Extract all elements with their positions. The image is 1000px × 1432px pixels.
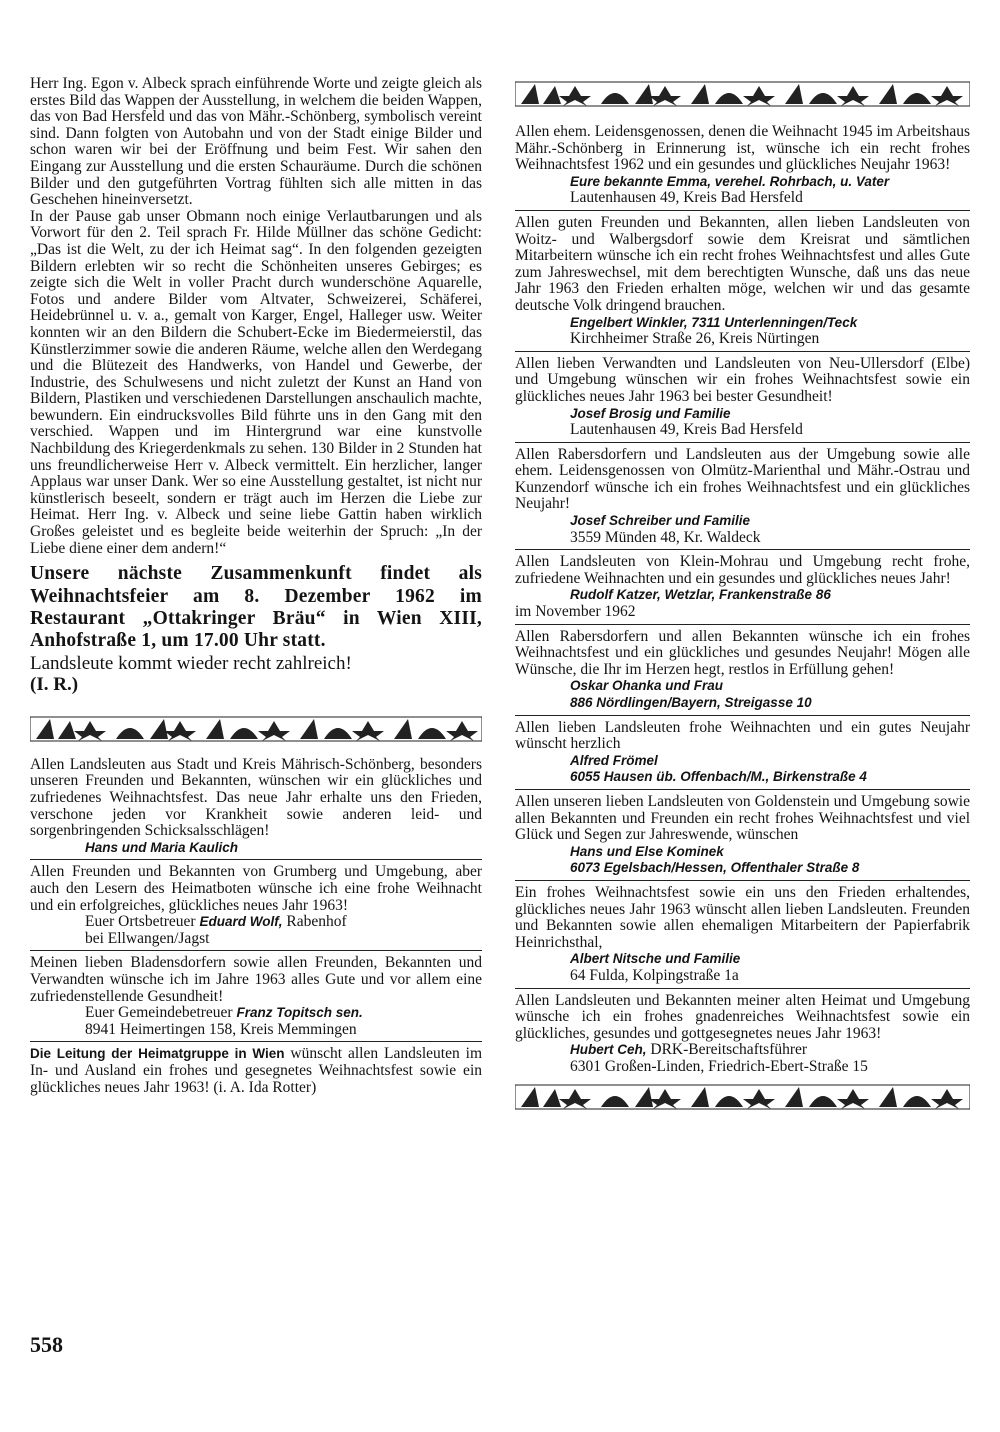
- signature-suffix: DRK-Bereitschaftsführer: [646, 1041, 808, 1059]
- signature: Hans und Else Kominek: [570, 843, 724, 859]
- divider: [515, 210, 970, 211]
- signature-address: 6073 Egelsbach/Hessen, Offenthaler Straße 8: [570, 860, 860, 876]
- signature: Josef Schreiber und Familie: [570, 513, 751, 529]
- divider: [30, 859, 482, 860]
- signature-date: im November 1962: [515, 603, 636, 621]
- signature-address: Lautenhausen 49, Kreis Bad Hersfeld: [570, 421, 803, 439]
- signature: Oskar Ohanka und Frau: [570, 678, 724, 694]
- signature: Albert Nitsche und Familie: [570, 951, 741, 967]
- signature-address: 64 Fulda, Kolpingstraße 1a: [570, 966, 739, 984]
- greeting-text: Allen Rabersdorfern und Landsleuten aus der Umgebung sowie alle ehem. Leidensgenossen von Olmütz-Marienthal und Mähr.-Ostrau und Kunzendorf wünsche ich ein frohes Weihnachtsfest und ein glückliches Neujahr!: [515, 445, 970, 513]
- christmas-ornament-border-top: [515, 80, 970, 110]
- greeting-schreiber: [515, 447, 970, 547]
- left-column: [30, 76, 482, 1096]
- greeting-text: Allen Freunden und Bekannten von Grumberg und Umgebung, aber auch den Lesern des Heimatboten wünsche ich eine frohe Weihnacht und ein erfolgreiches, glückliches neues Jahr 1963!: [30, 863, 482, 914]
- greeting-nitsche: [515, 885, 970, 985]
- greeting-text: Allen lieben Landsleuten frohe Weihnachten und ein gutes Neujahr wünscht herzlich: [515, 718, 970, 753]
- signature-address: 8941 Heimertingen 158, Kreis Memmingen: [85, 1020, 357, 1038]
- greeting-text: Allen unseren lieben Landsleuten von Goldenstein und Umgebung sowie allen Bekannten und Freunden ein recht frohes Weihnachtsfest und viel Glück und Segen zur Jahreswende, wünschen: [515, 792, 970, 844]
- signature-address: Lautenhausen 49, Kreis Bad Hersfeld: [570, 189, 803, 207]
- greeting-text: Allen guten Freunden und Bekannten, allen lieben Landsleuten von Woitz- und Walbergsdorf sowie dem Kreisrat und sämtlichen Mitarbeitern wünsche ich ein recht frohes Weihnachtsfest und alles Gute zum Jahreswechsel, mit dem berechtigten Wunsche, daß uns das neue Jahr 1963 den Frieden erhalten möge, welchen wir und das gesamte deutsche Volk dringend brauchen.: [515, 213, 970, 314]
- signature-address: 6055 Hausen üb. Offenbach/M., Birkenstraße 4: [570, 769, 867, 785]
- exhibition-report-paragraph: In der Pause gab unser Obmann noch einige Verlautbarungen und als Vorwort für den 2. Teil sprach Fr. Hilde Müllner das schöne Gedicht: „Das ist die Welt, zu der ich Heimat sag“. In den folgenden gezeigten Bildern erlebten wir so recht die Schönheiten unseres Gebirges; es zeigte sich die Welt in voller Pracht durch wunderschöne Aquarelle, Fotos und andere Bilder vom Altvater, Schweizerei, Schäferei, Heidebrünnel u. v. a., gemalt von Karger, Engel, Halleger usw. Weiter konnten wir an den Bildern die Schubert-Ecke im Biedermeierstil, das Künstlerzimmer sowie die anderen Räume, welche allen den Werdegang und die Blütezeit des Handwerks, von Handel und Gewerbe, der Industrie, des Schulwesens und nicht zuletzt der Kunst an Hand von Bildern, Plastiken und verschiedenen Darstellungen anschaulich machte, bewundern. Ein eindrucksvolles Bild führte uns in den Gang mit den verschied. Wappen und im Hintergrund war eine kunstvolle Nachbildung des Kriegerdenkmals zu sehen. 130 Bilder in 2 Stunden hat uns freundlicherweise Herr v. Albeck vermittelt. Ein herzlicher, langer Applaus war unser Dank. Wer so eine Ausstellung gestaltet, ist nicht nur künstlerisch beseelt, sondern er trägt auch im Herzen die Liebe zur Heimat. Herr Ing. v. Albeck und seine liebe Gattin haben wirklich Großes geleistet und es begleite beide weiterhin der Spruch: „In der Liebe diene einer dem andern!“: [30, 207, 482, 557]
- divider: [515, 715, 970, 716]
- greeting-ohanka: [515, 629, 970, 712]
- divider: [515, 624, 970, 625]
- divider: [515, 351, 970, 352]
- ornament-graphic: [515, 80, 970, 108]
- greeting-text: Allen Landsleuten aus Stadt und Kreis Mährisch-Schönberg, besonders unseren Freunden und Bekannten, wünschen wir ein glückliches und zufriedenes Weihnachtsfest. Das neue Jahr erhalte uns den Frieden, verschone jeden vor Krankheit sowie anderen leid- und sorgenbringenden Schicksalsschlägen!: [30, 755, 482, 840]
- announcement-tail: Landsleute kommt wieder recht zahlreich!: [30, 652, 352, 674]
- greeting-kominek: [515, 794, 970, 877]
- divider: [515, 880, 970, 881]
- greeting-text: Meinen lieben Bladensdorfern sowie allen Freunden, Bekannten und Verwandten wünsche ich im Jahre 1963 alles Gute und vor allem eine zufriedenstellende Gesundheit!: [30, 954, 482, 1005]
- signature-suffix: Rabenhof: [282, 913, 347, 931]
- ornament-graphic: [515, 1083, 970, 1111]
- greeting-winkler: [515, 215, 970, 348]
- greeting-wolf: [30, 864, 482, 947]
- signature: Hubert Ceh,: [570, 1042, 647, 1058]
- greeting-lead: Die Leitung der Heimatgruppe in Wien: [30, 1046, 285, 1062]
- greeting-text: Ein frohes Weihnachtsfest sowie ein uns den Frieden erhaltendes, glückliches neues Jahr 1963 wünscht allen lieben Landsleuten. Freunden und Bekannten sowie allen ehemaligen Mitarbeitern der Papierfabrik Heinrichsthal,: [515, 883, 970, 951]
- signature: Josef Brosig und Familie: [570, 405, 731, 421]
- page-number: 558: [30, 1332, 63, 1357]
- christmas-ornament-border: [30, 715, 482, 745]
- greeting-text: Allen Rabersdorfern und allen Bekannten wünsche ich ein frohes Weihnachtsfest und ein glückliches und gesundes Neujahr! Mögen alle Wünsche, die Ihr im Herzen hegt, restlos in Erfüllung gehen!: [515, 627, 970, 678]
- intro-paragraph: Herr Ing. Egon v. Albeck sprach einführende Worte und zeigte gleich als erstes Bild das Wappen der Ausstellung, in welchem die beiden Wappen, das von Bad Hersfeld und das von Mähr.-Schönberg, symbolisch vereint sind. Dann folgten von Autobahn und von der Stadt einige Bilder und schon waren wir bei der Eröffnung und beim Fest. Wir sahen den Eingang zur Ausstellung und die ersten Schauräume. Durch die schönen Bilder und den gutgeführten Vortrag fühlten sich alle mitten in das Geschehen hineinversetzt.: [30, 75, 482, 209]
- meeting-announcement: Unsere nächste Zusammenkunft findet als Weihnachtsfeier am 8. Dezember 1962 im Restaurant „Ottakringer Bräu“ in Wien XIII, Anhofstraße 1, um 17.00 Uhr statt.: [30, 563, 482, 652]
- signature: Engelbert Winkler, 7311 Unterlenningen/Teck: [570, 314, 858, 330]
- divider: [30, 1041, 482, 1042]
- signature: Eure bekannte Emma, verehel. Rohrbach, u. Vater: [570, 173, 890, 189]
- greeting-text: Allen Landsleuten von Klein-Mohrau und Umgebung recht frohe, zufriedene Weihnachten und ein gesundes und glückliches neues Jahr!: [515, 553, 970, 587]
- greeting-rohrbach: [515, 124, 970, 207]
- signature-address: 3559 Münden 48, Kr. Waldeck: [570, 528, 761, 546]
- author-initials: (I. R.): [30, 673, 79, 695]
- signature: Eduard Wolf,: [199, 914, 283, 930]
- christmas-ornament-border-bottom: [515, 1083, 970, 1113]
- greeting-topitsch: [30, 955, 482, 1038]
- signature: Alfred Frömel: [570, 752, 658, 768]
- greeting-ceh: [515, 993, 970, 1076]
- greeting-kaulich: [30, 757, 482, 857]
- signature-prefix: Euer Gemeindebetreuer: [85, 1004, 237, 1022]
- divider: [515, 442, 970, 443]
- signature: Rudolf Katzer, Wetzlar, Frankenstraße 86: [570, 587, 831, 603]
- signature-address: Kirchheimer Straße 26, Kreis Nürtingen: [570, 330, 820, 348]
- signature-address: 6301 Großen-Linden, Friedrich-Ebert-Straße 15: [570, 1057, 868, 1075]
- greeting-katzer: [515, 554, 970, 620]
- divider: [515, 549, 970, 550]
- greeting-text: Allen lieben Verwandten und Landsleuten von Neu-Ullersdorf (Elbe) und Umgebung wünschen wir ein frohes Weihnachtsfest sowie ein glückliches neues Jahr 1963 bei bester Gesundheit!: [515, 354, 970, 405]
- greeting-text: wünscht allen Landsleuten im In- und Ausland ein frohes und gesegnetes Weihnachtsfest sowie ein glückliches neues Jahr 1963! (i. A. Ida Rotter): [30, 1045, 482, 1096]
- signature: Franz Topitsch sen.: [236, 1005, 363, 1021]
- greeting-brosig: [515, 356, 970, 439]
- signature-address: 886 Nördlingen/Bayern, Streigasse 10: [570, 695, 812, 710]
- divider: [515, 988, 970, 989]
- signature: Hans und Maria Kaulich: [85, 839, 239, 855]
- greeting-text: Allen Landsleuten und Bekannten meiner alten Heimat und Umgebung wünsche ich ein frohes gnadenreiches Weihnachtsfest sowie ein glückliches, gesundes und gottgesegnetes neues Jahr 1963!: [515, 991, 970, 1042]
- right-column: [515, 76, 970, 1113]
- greeting-text: Allen ehem. Leidensgenossen, denen die Weihnacht 1945 im Arbeitshaus Mähr.-Schönberg in Erinnerung ist, wünsche ich ein recht frohes Weihnachtsfest 1962 und ein gesundes und glückliches Neujahr 1963!: [515, 123, 970, 174]
- divider: [515, 789, 970, 790]
- signature-address: bei Ellwangen/Jagst: [85, 929, 210, 947]
- signature-prefix: Euer Ortsbetreuer: [85, 913, 200, 931]
- greeting-heimatgruppe-wien: [30, 1046, 482, 1096]
- divider: [30, 950, 482, 951]
- ornament-graphic: [30, 715, 482, 743]
- greeting-froemel: [515, 720, 970, 786]
